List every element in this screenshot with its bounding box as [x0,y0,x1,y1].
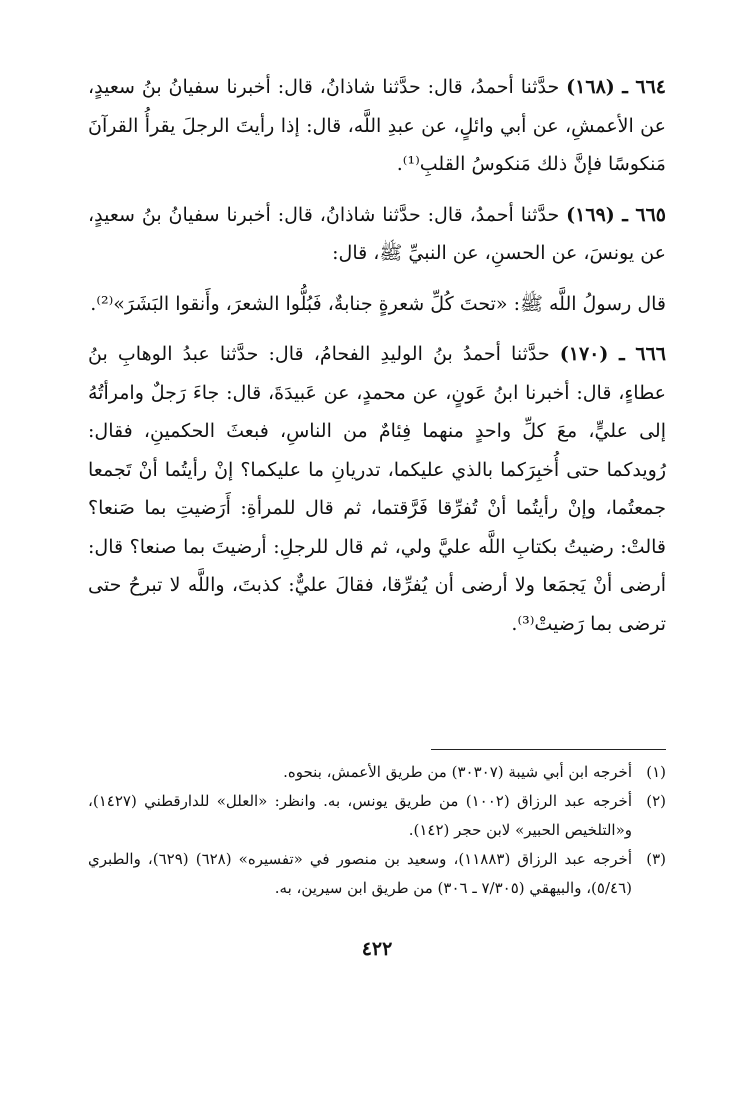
hadith-665 [88,196,666,273]
hadith-666 [88,335,666,643]
footnote-number: (٢) [646,792,666,810]
footnote-divider [431,749,666,750]
hadith-text: حدَّثنا أحمدُ بنُ الوليدِ الفحامُ، قال: حدَّثنا عبدُ الوهابِ بنُ عطاءٍ، قال: أخبرنا ابنُ عَونٍ، عن محمدٍ، عن عَبيدَةَ، قال: جاءَ رَجلٌ وامرأتُهُ إلى عليٍّ، معَ كلِّ واحدٍ منهما فِئامٌ من الناسِ، فبعثَ الحكمينِ، فقال: رُويدكما حتى أُخبِرَكما بالذي عليكما، تدريانِ ما عليكما؟ إنْ رأيتُما أنْ تَجمعا جمعتُما، وإنْ رأيتُما أنْ تُفرِّقا فَرَّقتما، ثم قال للمرأةِ: أَرَضيتِ بما صَنعا؟ قالتْ: رضيتُ بكتابِ اللَّه عليَّ ولي، ثم قال للرجلِ: أرضيتَ بما صنعا؟ قال: أرضى أنْ يَجمَعا ولا أرضى أن يُفرِّقا، فقالَ عليٌّ: كذبتَ، واللَّه لا تبرحُ حتى ترضى بما رَضيتْ⁽³⁾. [88,343,666,635]
footnote-number: (١) [646,763,666,781]
hadith-number: ٦٦٤ ـ (١٦٨) [566,76,666,98]
hadith-text: حدَّثنا أحمدُ، قال: حدَّثنا شاذانُ، قال: أخبرنا سفيانُ بنُ سعيدٍ، عن يونسَ، عن الحسنِ، عن النبيِّ ﷺ، قال: [88,203,666,264]
footnote [88,758,666,787]
page-body [88,68,666,1068]
hadith-number: ٦٦٥ ـ (١٦٩) [566,203,666,226]
footnote-text: أخرجه عبد الرزاق (١١٨٨٣)، وسعيد بن منصور في «تفسيره» (٦٢٨) (٦٢٩)، والطبري (٥/٤٦)، والبيهقي (٧/٣٠٥ ـ ٣٠٦) من طريق ابن سيرين، به. [88,850,632,897]
footnote [88,787,666,845]
footnote-number: (٣) [646,850,666,868]
hadith-text: حدَّثنا أحمدُ، قال: حدَّثنا شاذانُ، قال: أخبرنا سفيانُ بنُ سعيدٍ، عن الأعمشِ، عن أبي وائلٍ، عن عبدِ اللَّه، قال: إذا رأيتَ الرجلَ يقرأُ القرآنَ مَنكوسًا فإنَّ ذلك مَنكوسُ القلبِ⁽¹⁾. [88,76,666,175]
footnote-text: أخرجه ابن أبي شيبة (٣٠٣٠٧) من طريق الأعمش، بنحوه. [283,763,632,781]
page-number: ٤٢٢ [361,938,393,960]
footnotes [88,758,666,903]
footnote-text: أخرجه عبد الرزاق (١٠٠٢) من طريق يونس، به. وانظر: «العلل» للدارقطني (١٤٢٧)، و«التلخيص الحبير» لابن حجر (١٤٢). [88,792,633,839]
prophet-saying: قال رسولُ اللَّه ﷺ: «تحتَ كُلِّ شعرةٍ جنابةٌ، فَبُلُّوا الشعرَ، وأَنقوا البَشَرَ»⁽²⁾. [90,292,666,315]
hadith-number: ٦٦٦ ـ (١٧٠) [559,343,667,365]
footnote [88,845,666,903]
hadith-664 [88,68,666,184]
